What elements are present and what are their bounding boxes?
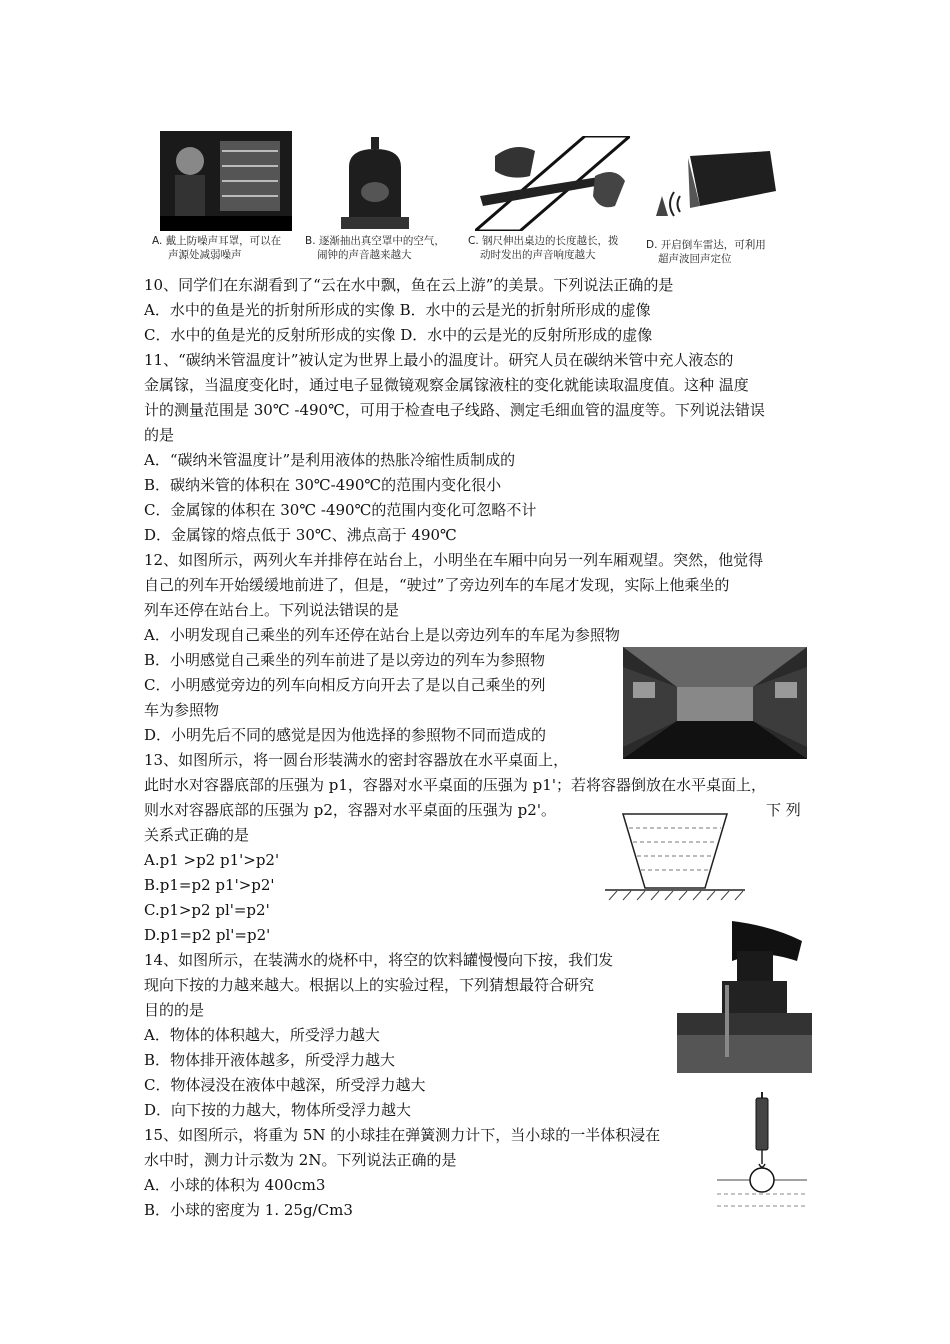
q12-stem-3: 列车还停在站台上。下列说法错误的是 [144,601,400,619]
q12-stem-2: 自己的列车开始缓缓地前进了，但是，“驶过”了旁边列车的车尾才发现，实际上他乘坐的 [144,576,730,594]
figure-steel-ruler-desk [475,136,630,231]
caption-d: D. 开启倒车雷达，可利用 超声波回声定位 [646,239,766,265]
q14-stem-2: 现向下按的力越来越大。根据以上的实验过程，下列猜想最符合研究 [144,976,595,994]
q11-stem-4: 的是 [144,426,175,444]
caption-a: A. 戴上防噪声耳罩，可以在 声源处减弱噪声 [152,235,282,261]
q10-options-ab: A．水中的鱼是光的折射所形成的实像 B．水中的云是光的折射所形成的虚像 [144,301,651,319]
q11-option-c: C．金属镓的体积在 30℃ -490℃的范围内变化可忽略不计 [144,501,537,519]
q12-option-c-cont: 车为参照物 [144,701,220,719]
q11-option-d: D．金属镓的熔点低于 30℃、沸点高于 490℃ [144,526,457,544]
figure-vacuum-bell-jar [335,137,415,233]
q15-stem-1: 15、如图所示，将重为 5N 的小球挂在弹簧测力计下，当小球的一半体积浸在 [144,1126,661,1144]
q13-stem-tail: 下 列 [766,801,801,819]
q14-option-d: D．向下按的力越大，物体所受浮力越大 [144,1101,412,1119]
q13-stem-1: 13、如图所示，将一圆台形装满水的密封容器放在水平桌面上， [144,751,569,769]
figure-beaker-can [677,921,812,1073]
caption-c: C. 钢尺伸出桌边的长度越长，拨 动时发出的声音响度越大 [468,235,619,261]
q11-stem-3: 计的测量范围是 30℃ -490℃，可用于检查电子线路、测定毛细血管的温度等。下列说法错误 [144,401,765,419]
q11-option-b: B．碳纳米管的体积在 30℃-490℃的范围内变化很小 [144,476,502,494]
q14-stem-3: 目的的是 [144,1001,205,1019]
q15-option-a: A．小球的体积为 400cm3 [144,1176,326,1194]
caption-b: B. 逐渐抽出真空罩中的空气， 闹钟的声音越来越大 [305,235,445,261]
q12-option-d: D．小明先后不同的感觉是因为他选择的参照物不同而造成的 [144,726,547,744]
q12-stem-1: 12、如图所示，两列火车并排停在站台上，小明坐在车厢中向另一列车厢观望。突然，他觉得 [144,551,764,569]
q13-option-a: A.p1 >p2 p1'>p2' [144,851,280,869]
q11-stem-1: 11、“碳纳米管温度计”被认定为世界上最小的温度计。研究人员在碳纳米管中充人液态的 [144,351,734,369]
q15-option-b: B．小球的密度为 1. 25g/Cm3 [144,1201,353,1219]
q10-stem: 10、同学们在东湖看到了“云在水中飘，鱼在云上游”的美景。下列说法正确的是 [144,276,674,294]
q14-option-b: B．物体排开液体越多，所受浮力越大 [144,1051,396,1069]
q13-option-c: C.p1>p2 pl'=p2' [144,901,270,919]
figure-spring-scale-ball [717,1092,807,1214]
figure-earmuffs-factory [160,131,292,231]
q14-option-a: A．物体的体积越大，所受浮力越大 [144,1026,380,1044]
q14-option-c: C．物体浸没在液体中越深，所受浮力越大 [144,1076,426,1094]
q12-option-b: B．小明感觉自己乘坐的列车前进了是以旁边的列车为参照物 [144,651,546,669]
q13-option-d: D.p1=p2 pl'=p2' [144,926,271,944]
q13-stem-3: 则水对容器底部的压强为 p2，容器对水平桌面的压强为 p2'。 [144,801,556,819]
q12-option-a: A．小明发现自己乘坐的列车还停在站台上是以旁边列车的车尾为参照物 [144,626,620,644]
q15-stem-2: 水中时，测力计示数为 2N。下列说法正确的是 [144,1151,457,1169]
figure-car-parking-radar [650,146,778,224]
q11-option-a: A．“碳纳米管温度计”是利用液体的热胀冷缩性质制成的 [144,451,516,469]
figure-train-interior [623,647,807,759]
figure-frustum-container [605,812,745,902]
q12-option-c: C．小明感觉旁边的列车向相反方向开去了是以自己乘坐的列 [144,676,546,694]
q14-stem-1: 14、如图所示，在装满水的烧杯中，将空的饮料罐慢慢向下按，我们发 [144,951,614,969]
q13-option-b: B.p1=p2 p1'>p2' [144,876,275,894]
q10-options-cd: C．水中的鱼是光的反射所形成的实像 D．水中的云是光的反射所形成的虚像 [144,326,653,344]
q13-stem-2: 此时水对容器底部的压强为 p1，容器对水平桌面的压强为 p1'；若将容器倒放在水平桌面上， [144,776,766,794]
q11-stem-2: 金属镓，当温度变化时，通过电子显微镜观察金属镓液柱的变化就能读取温度值。这种 温度 [144,376,749,394]
q13-stem-4: 关系式正确的是 [144,826,250,844]
